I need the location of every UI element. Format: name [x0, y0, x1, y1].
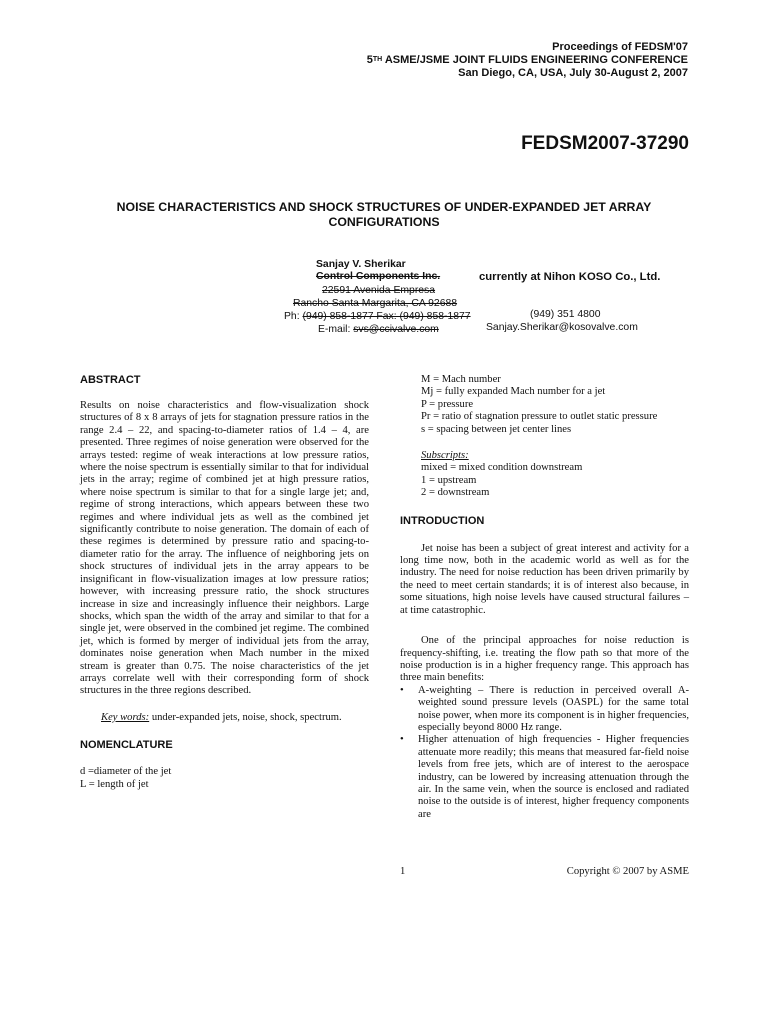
bullet-icon: • [400, 734, 404, 746]
bullet-icon: • [400, 684, 404, 696]
abstract-heading: ABSTRACT [80, 374, 141, 386]
paper-title [70, 200, 698, 230]
intro-paragraph-1: Jet noise has been a subject of great interest and activity for a long time now, both in the academic world as well as for the industry. The need for noise reduction has been driven primarily by the need to meet certain standards; it is of interest also because, in some situations, high noise levels have caused structural failures – at time catastrophic. [400, 542, 689, 616]
phone-line [284, 310, 471, 323]
list-item [400, 734, 689, 821]
intro-paragraph-2: One of the principal approaches for noise reduction is frequency-shifting, i.e. treating the flow path so that more of the noise production is in a higher frequency range. This approach has three main benefits: [400, 635, 689, 684]
subscript-item: mixed = mixed condition downstream [421, 462, 583, 474]
right-column [400, 374, 689, 821]
conference-rest: ASME/JSME JOINT FLUIDS ENGINEERING CONFERENCE [382, 54, 688, 66]
new-phone: (949) 351 4800 [530, 309, 601, 320]
old-phone: (949) 858-1877 Fax: (949) 858-1877 [302, 311, 471, 322]
conference-prefix: 5 [366, 54, 373, 66]
nomenclature-heading: NOMENCLATURE [80, 739, 173, 752]
benefit-list [400, 685, 689, 821]
nomenclature-item: Mj = fully expanded Mach number for a jet [421, 386, 606, 398]
conference-sup: TH [372, 56, 383, 63]
old-address-2: Rancho Santa Margarita, CA 92688 [293, 298, 458, 309]
nomenclature-item: L = length of jet [80, 778, 149, 790]
nomenclature-left-list [80, 766, 369, 791]
paper-id: FEDSM2007-37290 [521, 133, 689, 154]
conference-name [300, 54, 688, 67]
author-name: Sanjay V. Sherikar [316, 259, 406, 270]
new-email: Sanjay.Sherikar@kosovalve.com [486, 322, 638, 333]
nomenclature-item: s = spacing between jet center lines [421, 423, 572, 435]
title-line-1: NOISE CHARACTERISTICS AND SHOCK STRUCTURES OF UNDER-EXPANDED JET ARRAY [116, 200, 652, 214]
left-column [80, 374, 369, 791]
phone-prefix: Ph: [284, 311, 303, 322]
email-prefix: E-mail: [318, 324, 354, 335]
keywords-line [80, 712, 369, 724]
bullet-text: A-weighting – There is reduction in perceived overall A-weighted sound pressure levels (OASPL) for the same total noise power, when more its component is in higher frequencies, especially beyond 8000 Hz range. [418, 684, 689, 733]
conference-location: San Diego, CA, USA, July 30-August 2, 2007 [458, 67, 688, 79]
keywords-label: Key words: [101, 711, 150, 723]
bullet-text: Higher attenuation of high frequencies - Higher frequencies attenuate more readily; this means that measured far-field noise levels from free jets, which are of interest to the aerospace industry, can be lowered by increasing attenuation through the air. In the same vein, when the source is enclosed and radiated noise to the outside is of interest, higher frequency components are [418, 734, 689, 820]
nomenclature-right-list [400, 374, 689, 500]
old-email: svs@ccivalve.com [353, 324, 439, 335]
list-item [400, 685, 689, 735]
title-line-2: CONFIGURATIONS [328, 215, 440, 229]
subscript-item: 1 = upstream [421, 474, 477, 486]
proceedings-title: Proceedings of FEDSM'07 [552, 41, 688, 53]
keywords-text: under-expanded jets, noise, shock, spectrum. [149, 711, 342, 723]
copyright: Copyright © 2007 by ASME [566, 866, 689, 877]
abstract-text: Results on noise characteristics and flow-visualization shock structures of 8 x 8 arrays of jets for stagnation pressure ratios in the range 2.4 – 22, and spacing-to-diameter ratios of 1.4 – 4, are presented. Three regimes of noise generation were observed for the arrays tested: regime of weak interactions at low pressure ratios, where the noise spectrum is essentially similar to that for individual jets in the array; regime of combined jet at high pressure ratios, where noise spectrum is similar to that for a single large jet; and, regime of strong interactions, which appears between these two regimes and where individual jets as well as the combined jet significantly contribute to noise generation. The domain of each of these regimes is determined by pressure ratio and spacing-to-diameter ratio for the array. The influence of neighboring jets on shock structures of individual jets in the array appears to be insignificant in flow-visualization images at low pressure ratios; however, with increasing pressure ratio, the shock structures increase in size and increasingly influence their neighbors. Large shocks, which span the width of the array and similar to that for a single jet, were observed in the combined jet regime. The combined jet, which is formed by merger of individual jets from the array, dominates noise generation when Mach number in the mixed stream is greater than 0.75. The noise characteristics of the jet arrays correlate well with their corresponding form of shock structures in the three regions described. [80, 400, 369, 697]
nomenclature-item: Pr = ratio of stagnation pressure to outlet static pressure [421, 411, 658, 423]
email-line [318, 323, 439, 336]
current-affiliation: currently at Nihon KOSO Co., Ltd. [479, 271, 661, 283]
old-address-1: 22591 Avenida Empresa [322, 285, 436, 296]
nomenclature-item: d =diameter of the jet [80, 766, 172, 778]
subscripts-label: Subscripts: [421, 450, 469, 462]
old-company: Control Components Inc. [316, 271, 441, 282]
page-number: 1 [400, 866, 406, 877]
proceedings-header [300, 41, 688, 80]
nomenclature-item: P = pressure [421, 398, 474, 410]
introduction-heading: INTRODUCTION [400, 514, 485, 527]
nomenclature-item: M = Mach number [421, 374, 501, 385]
subscript-item: 2 = downstream [421, 487, 490, 499]
